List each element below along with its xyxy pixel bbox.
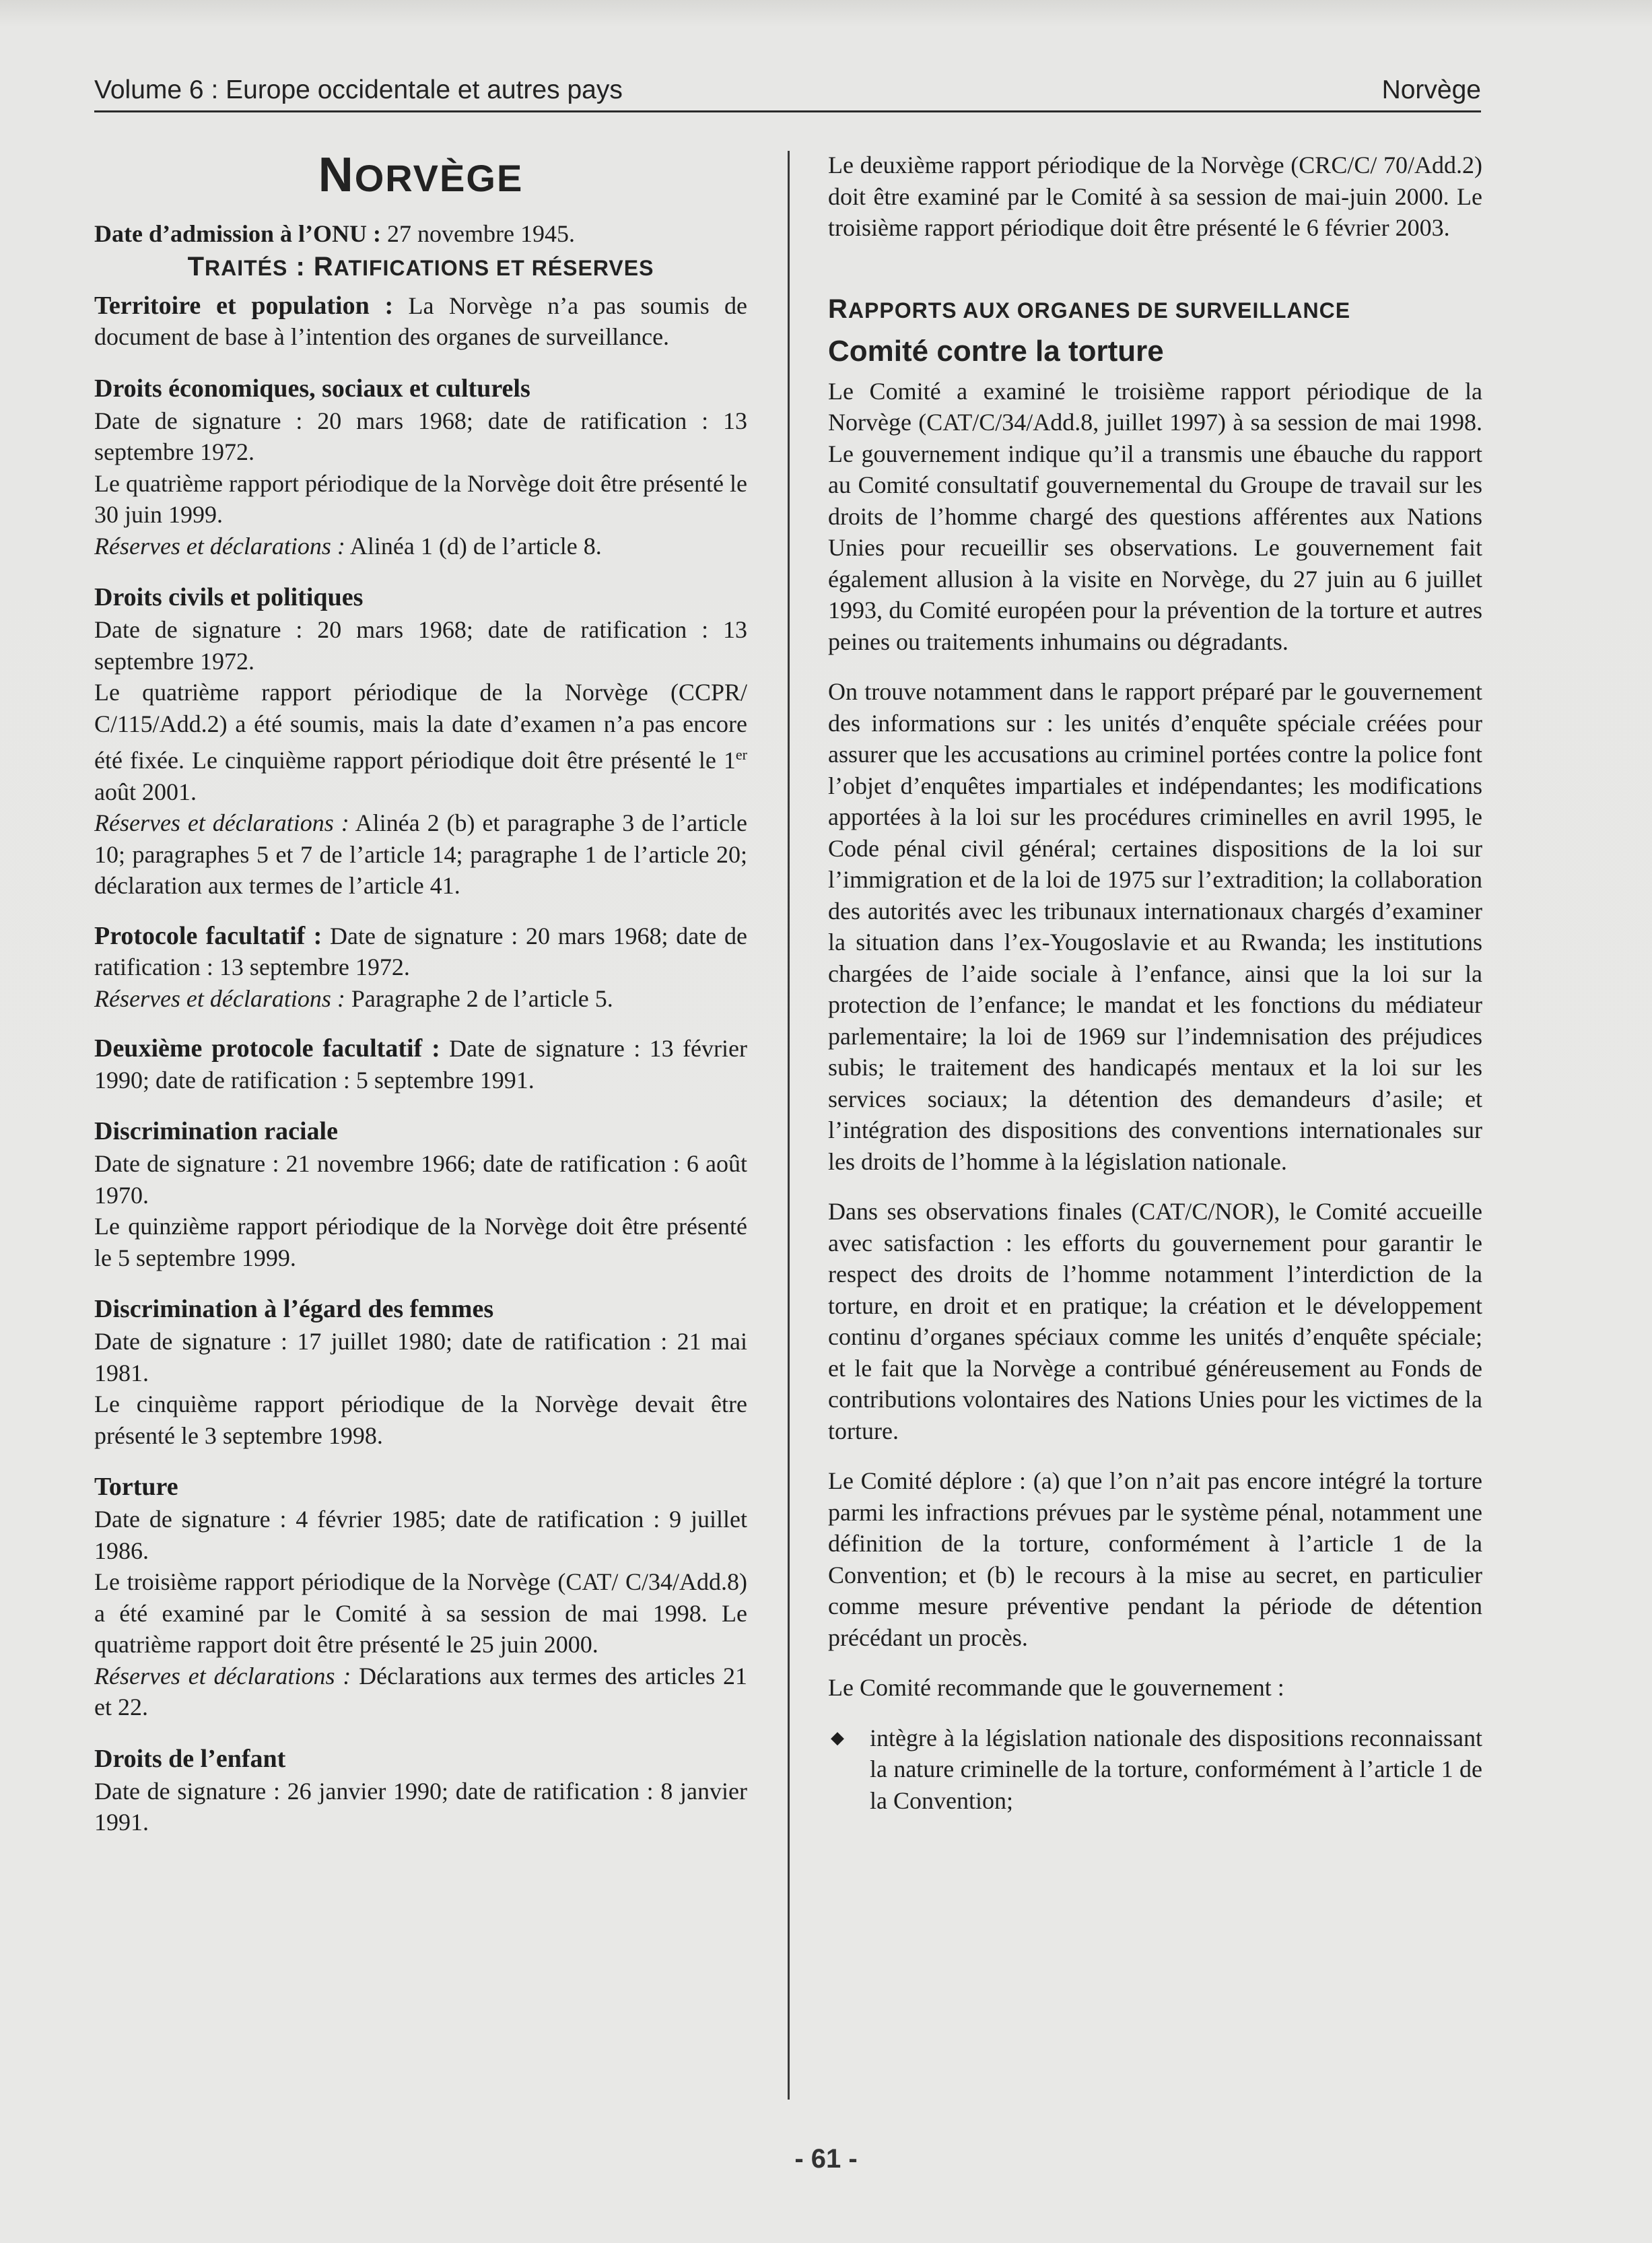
protocol1-label: Protocole facultatif : [94, 921, 322, 950]
protocol2-block: Deuxième protocole facultatif : Date de signature : 13 février 1990; date de ratification : 5 septembre 1991. [94, 1034, 747, 1094]
ccpr-report: Le quatrième rapport périodique de la Norvège (CCPR/ C/115/Add.2) a été soumis, mais la date d’examen n’a pas encore été fixée. Le cinquième rapport périodique doit être présenté le 1er août 2001. [94, 679, 747, 805]
column-divider [788, 151, 790, 2100]
ccpr-dates: Date de signature : 20 mars 1968; date de ratification : 13 septembre 1972. [94, 616, 747, 675]
race-block [94, 1114, 747, 1273]
committee-heading: Comité contre la torture [828, 334, 1164, 368]
child-dates: Date de signature : 26 janvier 1990; date de ratification : 8 janvier 1991. [94, 1777, 747, 1836]
race-report: Le quinzième rapport périodique de la Norvège doit être présenté le 5 septembre 1999. [94, 1213, 747, 1271]
ccpr-block [94, 580, 747, 902]
women-report: Le cinquième rapport périodique de la Norvège devait être présenté le 3 septembre 1998. [94, 1391, 747, 1449]
esc-dates: Date de signature : 20 mars 1968; date de ratification : 13 septembre 1972. [94, 407, 747, 465]
diamond-bullet-icon: ◆ [831, 1727, 844, 1747]
territory-label: Territoire et population : [94, 291, 394, 320]
esc-report: Le quatrième rapport périodique de la Norvège doit être présenté le 30 juin 1999. [94, 469, 747, 528]
torture-block [94, 1470, 747, 1723]
treaties-heading: TRAITÉS : RATIFICATIONS ET RÉSERVES [187, 251, 654, 281]
protocol1-block: Protocole facultatif : Date de signature : 20 mars 1968; date de ratification : 13 septembre 1972. Réserves et déclarations : Paragraphe 2 de l’article 5. [94, 920, 747, 1015]
torture-report: Le troisième rapport périodique de la Norvège (CAT/ C/34/Add.8) a été examiné par le Comité à sa session de mai 1998. Le quatrième rapport doit être présenté le 25 juin 2000. [94, 1568, 747, 1658]
committee-paragraph-2: On trouve notamment dans le rapport préparé par le gouvernement des informations sur : les unités d’enquête spéciale créées pour assurer que les accusations au criminel portées contre la police font l’objet d’enquêtes impartiales et indépendantes; les modifications apportées à la loi sur les procédures criminelles en avril 1995, le Code pénal civil général; certaines dispositions de la loi sur l’immigration et de la loi de 1975 sur l’extradition; la collaboration des autorités avec les tribunaux internationaux chargés d’examiner la situation dans l’ex-Yougoslavie et au Rwanda; les institutions chargées de l’aide sociale à l’enfance, ainsi que la loi sur la protection de l’enfance; le mandat et les fonctions du médiateur parlementaire; la loi de 1969 sur l’indemnisation des préjudices subis; le traitement des handicapés mentaux et la loi sur les services sociaux; la détention des demandeurs d’asile; et l’intégration des dispositions des conventions internationales sur les droits de l’homme à la législation nationale. [828, 678, 1482, 1175]
child-title: Droits de l’enfant [94, 1744, 286, 1773]
esc-reservations: Réserves et déclarations : Alinéa 1 (d) de l’article 8. [94, 532, 602, 560]
women-title: Discrimination à l’égard des femmes [94, 1295, 494, 1323]
ccpr-title: Droits civils et politiques [94, 583, 364, 611]
territory-block [94, 290, 747, 353]
territory-text: La Norvège n’a pas soumis de document de base à l’intention des organes de surveillance. [94, 292, 747, 350]
torture-dates: Date de signature : 4 février 1985; date de ratification : 9 juillet 1986. [94, 1506, 747, 1564]
torture-reservations: Réserves et déclarations : Déclarations aux termes des articles 21 et 22. [94, 1662, 747, 1720]
header-country: Norvège [1381, 75, 1481, 104]
committee-paragraph-4: Le Comité déplore : (a) que l’on n’ait pas encore intégré la torture parmi les infractions prévues par le système pénal, notamment une définition de la torture, conformément à l’article 1 de la Convention; et (b) le recours à la mise au secret, en particulier comme mesure préventive pendant la période de détention précédant un procès. [828, 1467, 1482, 1651]
running-header [94, 70, 1481, 112]
esc-title: Droits économiques, sociaux et culturels [94, 374, 530, 403]
torture-title: Torture [94, 1473, 178, 1501]
esc-block [94, 372, 747, 562]
admission-date: Date d’admission à l’ONU : 27 novembre 1945. [94, 220, 575, 247]
race-dates: Date de signature : 21 novembre 1966; date de ratification : 6 août 1970. [94, 1150, 747, 1209]
women-dates: Date de signature : 17 juillet 1980; date de ratification : 21 mai 1981. [94, 1328, 747, 1386]
women-block [94, 1292, 747, 1451]
protocol1-reservations: Réserves et déclarations : Paragraphe 2 de l’article 5. [94, 984, 613, 1012]
page-title: NORVÈGE [318, 148, 524, 202]
committee-paragraph-5: Le Comité recommande que le gouvernement : [828, 1674, 1284, 1701]
right-column [828, 149, 1482, 1816]
child-block [94, 1742, 747, 1838]
list-item: ◆ intègre à la législation nationale des dispositions reconnaissant la nature criminelle de la torture, conformément à l’article 1 de la Convention; [828, 1722, 1482, 1817]
reports-heading: RAPPORTS AUX ORGANES DE SURVEILLANCE [828, 294, 1351, 324]
protocol2-label: Deuxième protocole facultatif : [94, 1034, 440, 1063]
ccpr-reservations: Réserves et déclarations : Alinéa 2 (b) et paragraphe 3 de l’article 10; paragraphes 5 et 7 de l’article 14; paragraphe 1 de l’article 20; déclaration aux termes de l’article 41. [94, 809, 747, 899]
committee-paragraph-1: Le Comité a examiné le troisième rapport périodique de la Norvège (CAT/C/34/Add.8, juillet 1997) à sa session de mai 1998. Le gouvernement indique qu’il a transmis une ébauche du rapport au Comité consultatif gouvernemental du Groupe de travail sur les droits de l’homme chargé des questions afférentes aux Nations Unies pour recueillir ses observations. Le gouvernement fait également allusion à la visite en Norvège, du 27 juin au 6 juillet 1993, du Comité européen pour la prévention de la torture et autres peines ou traitements inhumains ou dégradants. [828, 377, 1482, 655]
committee-paragraph-3: Dans ses observations finales (CAT/C/NOR), le Comité accueille avec satisfaction : les efforts du gouvernement pour garantir le respect des droits de l’homme notamment l’interdiction de la torture, en droit et en pratique; la création et le développement continu d’organes spéciaux comme les unités d’enquête spéciale; et le fait que la Norvège a contribué généreusement au Fonds de contributions volontaires des Nations Unies pour les victimes de la torture. [828, 1198, 1482, 1444]
header-volume-title: Volume 6 : Europe occidentale et autres pays [94, 75, 623, 104]
recommendations-list [828, 1722, 1482, 1817]
race-title: Discrimination raciale [94, 1117, 338, 1145]
page-number: - 61 - [794, 2144, 858, 2174]
left-column [94, 145, 747, 1857]
crc-report: Le deuxième rapport périodique de la Norvège (CRC/C/ 70/Add.2) doit être examiné par le Comité à sa session de mai-juin 2000. Le troisième rapport périodique doit être présenté le 6 février 2003. [828, 152, 1482, 241]
